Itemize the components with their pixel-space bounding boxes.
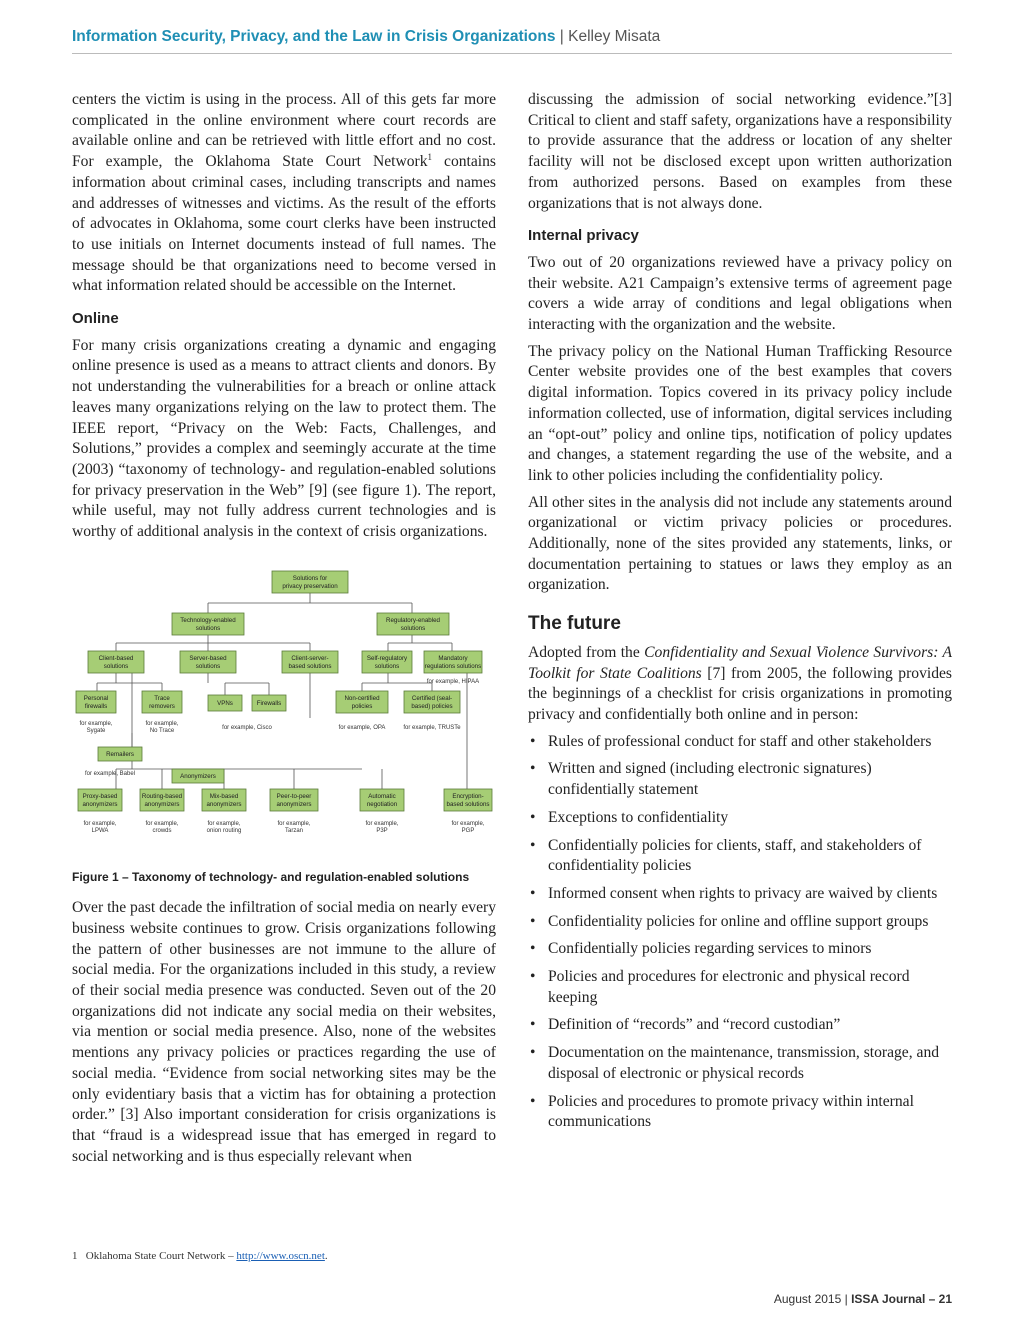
list-item: • Rules of professional conduct for staff and other stakeholders xyxy=(528,732,952,753)
list-item: • Documentation on the maintenance, transmission, storage, and disposal of electronic or physical records xyxy=(528,1043,952,1084)
svg-text:negotiation: negotiation xyxy=(366,800,398,808)
list-item: • Informed consent when rights to privacy are waived by clients xyxy=(528,884,952,905)
svg-text:for example,: for example, xyxy=(277,820,311,827)
figure-caption: Figure 1 – Taxonomy of technology- and regulation-enabled solutions xyxy=(72,870,470,885)
svg-text:Routing-based: Routing-based xyxy=(141,792,183,800)
header-separator: | xyxy=(555,28,569,45)
footnote-text: Oklahoma State Court Network – xyxy=(85,1250,237,1262)
svg-text:Solutions for: Solutions for xyxy=(292,574,328,582)
footer-journal: ISSA Journal – 21 xyxy=(851,1292,952,1306)
svg-text:removers: removers xyxy=(149,702,175,710)
footnote-number: 1 xyxy=(72,1250,78,1262)
left-column xyxy=(72,90,496,1173)
svg-text:Client-server-: Client-server- xyxy=(291,654,329,662)
footnote-end: . xyxy=(324,1250,328,1262)
svg-text:based solutions: based solutions xyxy=(446,800,490,808)
svg-text:anonymizers: anonymizers xyxy=(82,800,118,808)
header-rule xyxy=(72,53,952,54)
taxonomy-figure xyxy=(72,563,496,853)
paragraph-text: centers the victim is using in the process. All of this gets far more complicated in the online environment where court records are available online and can be retrieved with little effort and no cost. For example, the Oklahoma State Court Network xyxy=(72,91,496,171)
svg-text:Client-based: Client-based xyxy=(98,654,134,662)
list-item: • Confidentially policies regarding services to minors xyxy=(528,939,952,960)
svg-text:solutions: solutions xyxy=(374,662,400,670)
list-item: • Confidentiality policies for online and offline support groups xyxy=(528,912,952,933)
svg-text:Proxy-based: Proxy-based xyxy=(82,792,118,800)
svg-text:solutions: solutions xyxy=(195,662,221,670)
header-title: Information Security, Privacy, and the Law in Crisis Organizations xyxy=(72,28,556,45)
svg-text:Non-certified: Non-certified xyxy=(344,694,380,702)
svg-text:anonymizers: anonymizers xyxy=(206,800,242,808)
svg-text:based) policies: based) policies xyxy=(411,702,453,710)
heading-online: Online xyxy=(72,310,119,328)
page-footer xyxy=(774,1292,952,1306)
svg-text:crowds: crowds xyxy=(152,827,172,834)
paragraph: All other sites in the analysis did not include any statements around organizational or victim privacy policies or procedures. Additionally, none of the sites provided any statements, links, or documentation pertaining to statues or laws they employ as an organization. xyxy=(528,493,952,594)
list-item: • Policies and procedures for electronic and physical record keeping xyxy=(528,967,952,1008)
list-item: • Exceptions to confidentiality xyxy=(528,808,952,829)
svg-text:Personal: Personal xyxy=(83,694,109,702)
svg-text:for example,: for example, xyxy=(83,820,117,827)
figure-boxes xyxy=(76,571,492,811)
svg-text:for example, HIPAA: for example, HIPAA xyxy=(426,678,480,685)
paragraph: The privacy policy on the National Human Trafficking Resource Center website provides one of the best examples that covers digital information. Topics covered in its privacy policy include information collected, use of information, digital services including an “opt-out” policy and online tips, notification of policy updates and changes, a statement regarding the use of the website, and a link to other policies including the confidentiality policy. xyxy=(528,342,952,484)
svg-text:No Trace: No Trace xyxy=(149,727,175,734)
paragraph: For many crisis organizations creating a dynamic and engaging online presence is used as a means to attract clients and donors. By not understanding the vulnerabilities for a breach or online attack leaves many organizations relying on the law to protect them. The IEEE report, “Privacy on the Web: Facts, Challenges, and Solutions,” provides a complex and seemingly accurate at the time (2003) “taxonomy of technology- and regulation-enabled solutions for privacy preservation in the Web” [9] (see figure 1). The report, while useful, may not fully address current technologies and is worthy of additional analysis in the context of crisis organizations. xyxy=(72,336,496,541)
svg-text:Peer-to-peer: Peer-to-peer xyxy=(276,792,312,800)
running-header xyxy=(72,28,952,46)
footnote xyxy=(72,1250,328,1262)
svg-text:for example, Babel: for example, Babel xyxy=(84,770,136,777)
svg-text:for example, Cisco: for example, Cisco xyxy=(222,724,272,731)
list-item: • Confidentially policies for clients, staff, and stakeholders of confidentiality policies xyxy=(528,836,952,877)
svg-text:for example,: for example, xyxy=(145,820,179,827)
svg-text:for example,: for example, xyxy=(79,720,113,727)
svg-text:Mandatory: Mandatory xyxy=(438,654,468,662)
header-author: Kelley Misata xyxy=(568,28,661,45)
footer-separator: | xyxy=(841,1292,852,1306)
svg-text:Mix-based: Mix-based xyxy=(209,792,239,800)
paragraph xyxy=(528,643,952,726)
svg-text:firewalls: firewalls xyxy=(84,702,108,710)
svg-text:VPNs: VPNs xyxy=(217,699,233,707)
list-item: • Definition of “records” and “record custodian” xyxy=(528,1015,952,1036)
svg-text:Server-based: Server-based xyxy=(189,654,227,662)
svg-text:anonymizers: anonymizers xyxy=(144,800,180,808)
svg-text:Tarzan: Tarzan xyxy=(284,827,304,834)
paragraph: Two out of 20 organizations reviewed have a privacy policy on their website. A21 Campaign’s extensive terms of agreement page covers a wide array of conditions and legal obligations when interacting with the organization and the website. xyxy=(528,253,952,334)
svg-text:Remailers: Remailers xyxy=(106,750,134,758)
svg-text:Automatic: Automatic xyxy=(368,792,396,800)
svg-text:LPWA: LPWA xyxy=(91,827,109,834)
svg-text:Self-regulatory: Self-regulatory xyxy=(366,654,408,662)
footer-date: August 2015 xyxy=(773,1292,842,1306)
paragraph-text: [7] from 2005, the following provides the beginnings of a checklist for crisis organizations in promoting privacy and confidentially both online and in person: xyxy=(528,664,952,723)
svg-text:solutions: solutions xyxy=(195,624,221,632)
list-item: • Policies and procedures to promote privacy within internal communications xyxy=(528,1092,952,1133)
svg-text:policies: policies xyxy=(351,702,373,710)
svg-text:Sygate: Sygate xyxy=(86,727,106,734)
right-column xyxy=(528,90,952,1140)
svg-text:Technology-enabled: Technology-enabled xyxy=(180,616,236,624)
paragraph: Over the past decade the infiltration of social media on nearly every business website continues to grow. Crisis organizations following the pattern of other businesses are not immune to the allure of social media. For the organizations included in this study, a review of their social media presence was conducted. Seven out of the 20 organizations did not indicate any social media on their websites, via mention or social media presence. Also, none of the websites mentions any privacy policies or practices regarding the use of social media. “Evidence from social networking sites may be the only evidentiary basis that a victim has for obtaining a protection order.” [3] Also important consideration for crisis organizations is that “fraud is a widespread issue that has emerged in regard to social networking and is thus especially relevant when xyxy=(72,899,496,1165)
paragraph: discussing the admission of social networking evidence.”[3] Critical to client and staff safety, organizations have a responsibility to provide assurance that the address or location of any shelter facility will not be disclosed except upon written authorization from authorized persons. Based on examples from these organizations that is not always done. xyxy=(528,91,952,212)
svg-text:PGP: PGP xyxy=(461,827,475,834)
svg-text:for example, TRUSTe: for example, TRUSTe xyxy=(403,724,461,731)
heading-the-future: The future xyxy=(528,613,621,635)
heading-internal-privacy: Internal privacy xyxy=(528,227,639,245)
svg-text:solutions: solutions xyxy=(103,662,129,670)
svg-text:Certified (seal-: Certified (seal- xyxy=(411,694,453,702)
svg-text:Anonymizers: Anonymizers xyxy=(180,772,216,780)
paragraph-text: Adopted from the xyxy=(528,643,645,661)
paragraph xyxy=(72,90,496,297)
book-title: Confidentiality and Sexual Violence Survivors: A Toolkit for State Coalitions xyxy=(528,643,952,682)
svg-text:for example,: for example, xyxy=(207,820,241,827)
svg-text:Encryption-: Encryption- xyxy=(452,792,484,800)
footnote-link[interactable]: http://www.oscn.net xyxy=(236,1250,325,1262)
svg-text:privacy preservation: privacy preservation xyxy=(282,582,338,590)
svg-text:regulations solutions: regulations solutions xyxy=(424,662,482,670)
svg-text:for example,: for example, xyxy=(451,820,485,827)
svg-text:Trace: Trace xyxy=(154,694,170,702)
paragraph-text: contains information about criminal cases, including transcripts and names and addresses of witnesses and victims. As the result of the efforts of advocates in Oklahoma, some court clerks have been instructed to use initials on Internet documents instead of full names. The message should be that organizations need to become versed in what information related should be accessible on the Internet. xyxy=(72,153,496,295)
svg-text:P3P: P3P xyxy=(376,827,388,834)
svg-text:Regulatory-enabled: Regulatory-enabled xyxy=(385,616,441,624)
svg-text:onion routing: onion routing xyxy=(206,827,242,834)
list-item: • Written and signed (including electronic signatures) confidentially statement xyxy=(528,759,952,800)
svg-text:Firewalls: Firewalls xyxy=(256,699,282,707)
checklist xyxy=(528,732,952,1133)
svg-text:based solutions: based solutions xyxy=(288,662,332,670)
svg-text:for example,: for example, xyxy=(365,820,399,827)
svg-text:for example,: for example, xyxy=(145,720,179,727)
svg-text:for example, OPA: for example, OPA xyxy=(338,724,386,731)
svg-text:anonymizers: anonymizers xyxy=(276,800,312,808)
svg-text:solutions: solutions xyxy=(400,624,426,632)
footnote-ref[interactable]: 1 xyxy=(427,151,433,162)
